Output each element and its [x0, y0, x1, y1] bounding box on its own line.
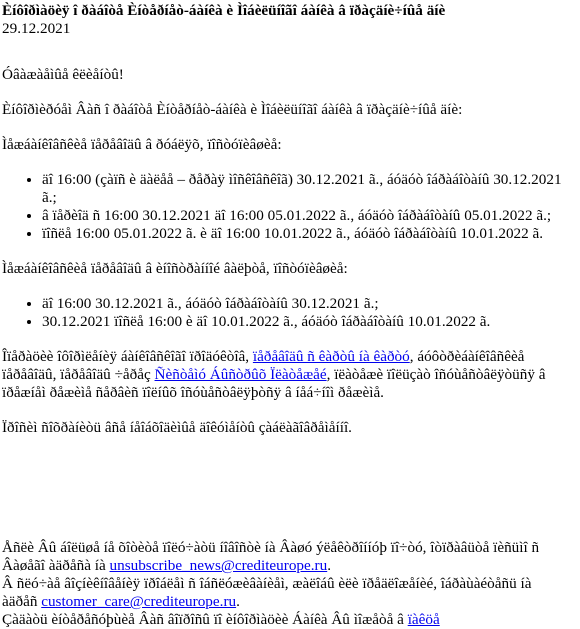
- section2-list: [2, 295, 566, 331]
- closing-paragraph: Ïðîñèì ñîõðàíèòü âñå íåîáõîäèìûå äîêóìåíòû çàáëàãîâðåìåííî.: [2, 419, 352, 436]
- operations-text-middle: , áóôòðèáàíêîâñêèå ïåðåâîäû, ïåðåâîäû ÷åðåç: [2, 348, 525, 383]
- spacer: [2, 454, 566, 539]
- operations-paragraph: [2, 348, 566, 402]
- intro-paragraph: Èíôîðìèðóåì Âàñ î ðàáîòå Èíòåðíåò-áàíêà è Ìîáèëüíîãî áàíêà â ïðàçäíè÷íûå äíè:: [2, 101, 463, 118]
- questions-text: Çàäàòü èíòåðåñóþùèå Âàñ âîïðîñû ïî èíôîðìàöèè Áàíêà Âû ìîæåòå â: [2, 611, 408, 628]
- complaints-text: Â ñëó÷àå âîçíèêíîâåíèÿ ïðîáëåì ñ îáñëóæèâàíèåì, æàëîáû èëè ïðåäëîæåíèé, îáðàùàéòåñü íà àäðåñ: [2, 575, 532, 610]
- unsubscribe-text: Åñëè Âû áîëüøå íå õîòèòå ïîëó÷àòü íîâîñòè íà Âàøó ýëåêòðîííóþ ïî÷òó, îòïðàâüòå ïèñüìî ñ Âàøåãî àäðåñà íà: [2, 539, 540, 574]
- section1-list: [2, 171, 566, 243]
- greeting: Óâàæàåìûå êëèåíòû!: [2, 66, 124, 83]
- complaints-line: [2, 575, 566, 611]
- complaints-end: .: [236, 593, 240, 610]
- section2-heading: Ìåæáàíêîâñêèå ïåðåâîäû â èíîñòðàííîé âàëþòå, ïîñòóïèâøèå:: [2, 260, 348, 277]
- page-title: Èíôîðìàöèÿ î ðàáîòå Èíòåðíåò-áàíêà è Ìîáèëüíîãî áàíêà â ïðàçäíè÷íûå äíè: [2, 2, 446, 19]
- card-transfer-link[interactable]: ïåðåâîäû ñ êàðòû íà êàðòó: [252, 348, 410, 365]
- fast-payment-system-link[interactable]: Ñèñòåìó Áûñòðûõ Ïëàòåæåé: [154, 366, 327, 383]
- unsubscribe-email-link[interactable]: unsubscribe_news@crediteurope.ru: [109, 557, 328, 574]
- list-item: • äî 16:00 (çàïñ è äàëåå – ðåðàÿ ìîñêîâñêîã) 30.12.2021 ã., áóäóò îáðàáîòàíû 30.12.2021 ã.;: [42, 171, 566, 207]
- list-item: • äî 16:00 30.12.2021 ã., áóäóò îáðàáîòàíû 30.12.2021 ã.;: [42, 295, 566, 313]
- email-footer: [2, 539, 566, 629]
- list-item: • ïîñëå 16:00 05.01.2022 ã. è äî 16:00 10.01.2022 ã., áóäóò îáðàáîòàíû 10.01.2022 ã.: [42, 225, 566, 243]
- questions-line: [2, 611, 566, 629]
- list-item: • 30.12.2021 ïîñëå 16:00 è äî 10.01.2022 ã., áóäóò îáðàáîòàíû 10.01.2022 ã.: [42, 313, 566, 331]
- page-date: 29.12.2021: [2, 20, 71, 37]
- section1-heading: Ìåæáàíêîâñêèå ïåðåâîäû â ðóáëÿõ, ïîñòóïèâøèå:: [2, 136, 282, 153]
- list-item: • â ïåðèîä ñ 16:00 30.12.2021 äî 16:00 05.01.2022 ã., áóäóò îáðàáîòàíû 05.01.2022 ã.;: [42, 207, 566, 225]
- customer-care-email-link[interactable]: customer_care@crediteurope.ru: [41, 593, 237, 610]
- unsubscribe-end: .: [327, 557, 331, 574]
- operations-text-end: , ïëàòåæè ïîëüçàò îñóùåñòâëÿòüñÿ â ïðåæíåì ðåæèìå ñåðâèñ ïîëíûõ îñóùåñòâëÿþòñÿ â íåá÷íîì ðåæèìå.: [2, 366, 546, 401]
- section-link[interactable]: ïàêöå: [407, 611, 440, 628]
- operations-text-start: Îïåðàöèè îôîðìëåíèÿ áàíêîâñêîãî ïðîäóêòîâ,: [2, 348, 253, 365]
- unsubscribe-line: [2, 539, 566, 575]
